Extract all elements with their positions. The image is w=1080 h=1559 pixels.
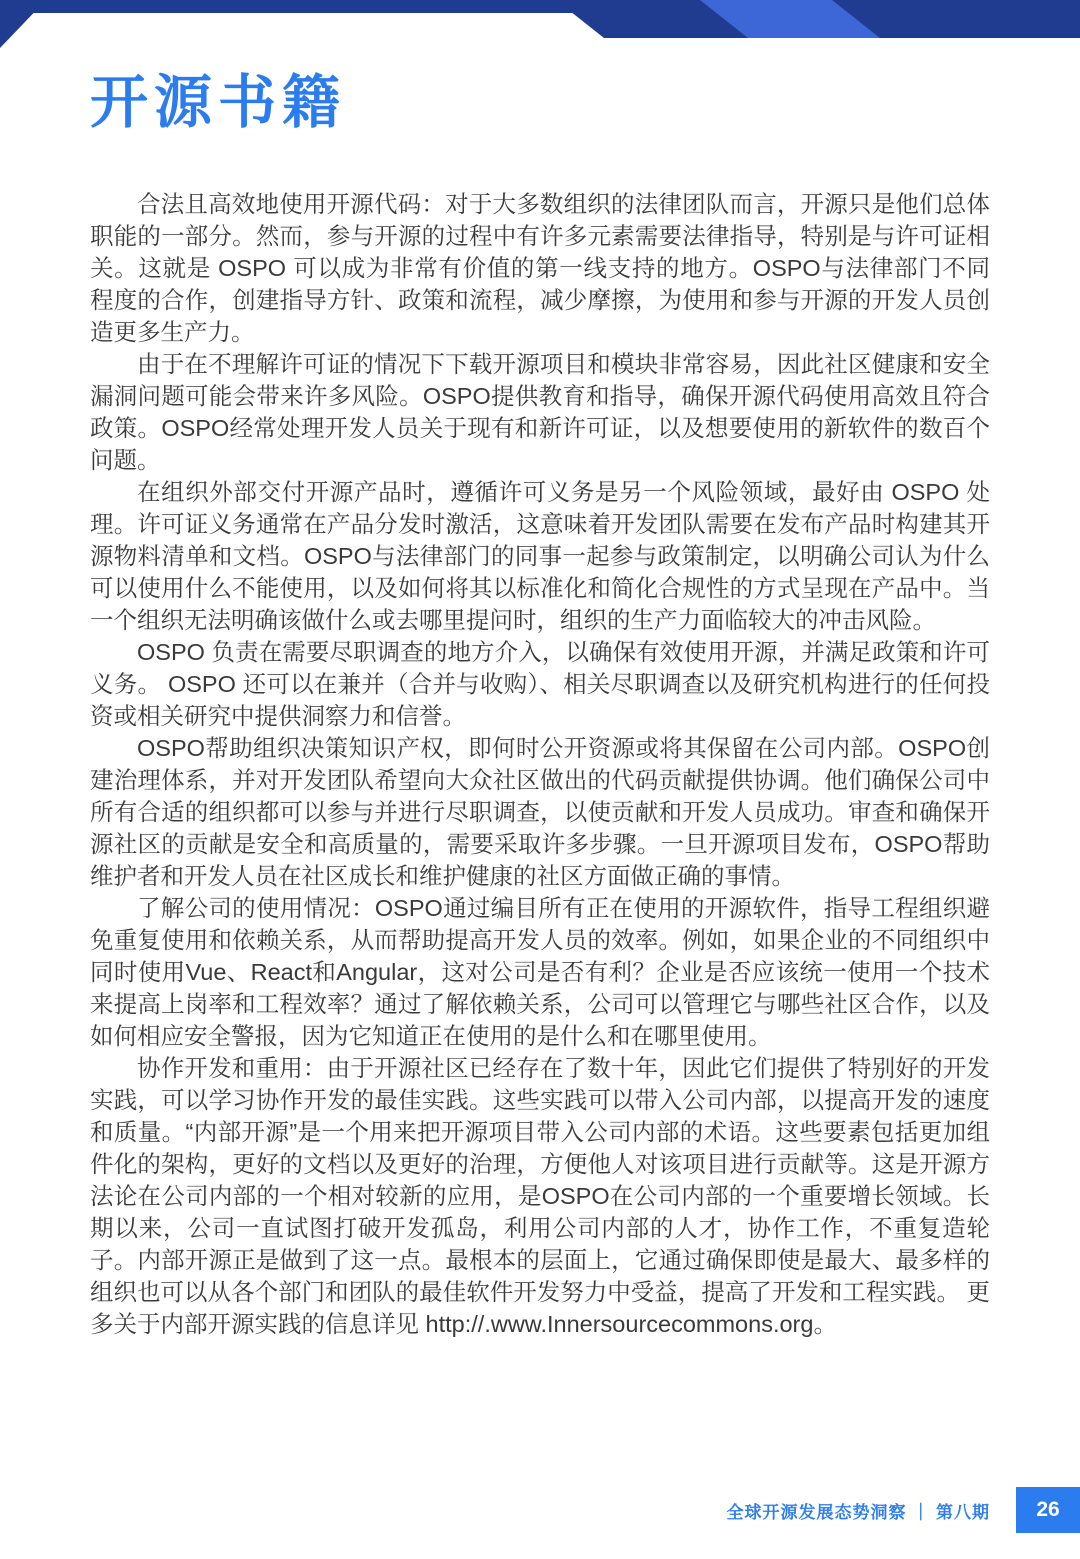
body-paragraph: 协作开发和重用：由于开源社区已经存在了数十年，因此它们提供了特别好的开发实践，可以学习协作开发的最佳实践。这些实践可以带入公司内部，以提高开发的速度和质量。“内部开源”是一个用来把开源项目带入公司内部的术语。这些要素包括更加组件化的架构，更好的文档以及更好的治理，方便他人对该项目进行贡献等。这是开源方法论在公司内部的一个相对较新的应用，是OSPO在公司内部的一个重要增长领域。长期以来，公司一直试图打破开发孤岛，利用公司内部的人才，协作工作，不重复造轮子。内部开源正是做到了这一点。最根本的层面上，它通过确保即使是最大、最多样的组织也可以从各个部门和团队的最佳软件开发努力中受益，提高了开发和工程实践。 更多关于内部开源实践的信息详见 http://.www.Innersourcecommons.org。 — [90, 1055, 990, 1337]
article-body — [90, 188, 990, 1340]
body-paragraph: OSPO帮助组织决策知识产权，即何时公开资源或将其保留在公司内部。OSPO创建治理体系，并对开发团队希望向大众社区做出的代码贡献提供协调。他们确保公司中所有合适的组织都可以参与并进行尽职调查，以使贡献和开发人员成功。审查和确保开源社区的贡献是安全和高质量的，需要采取许多步骤。一旦开源项目发布，OSPO帮助维护者和开发人员在社区成长和维护健康的社区方面做正确的事情。 — [90, 735, 990, 889]
footer-report-title: 全球开源发展态势洞察 ｜ 第八期 — [726, 1502, 990, 1522]
body-paragraph: 合法且高效地使用开源代码：对于大多数组织的法律团队而言，开源只是他们总体职能的一部分。然而，参与开源的过程中有许多元素需要法律指导，特别是与许可证相关。这就是 OSPO 可以成为非常有价值的第一线支持的地方。OSPO与法律部门不同程度的合作，创建指导方针、政策和流程，减少摩擦，为使用和参与开源的开发人员创造更多生产力。 — [90, 191, 990, 345]
header-decoration-graphic — [0, 0, 1080, 52]
body-paragraph: OSPO 负责在需要尽职调查的地方介入，以确保有效使用开源，并满足政策和许可义务。 OSPO 还可以在兼并（合并与收购）、相关尽职调查以及研究机构进行的任何投资或相关研究中提供洞察力和信誉。 — [90, 639, 990, 729]
page-number-badge: 26 — [1016, 1487, 1080, 1533]
page-title: 开源书籍 — [90, 70, 347, 135]
body-paragraph: 了解公司的使用情况：OSPO通过编目所有正在使用的开源软件，指导工程组织避免重复使用和依赖关系，从而帮助提高开发人员的效率。例如，如果企业的不同组织中同时使用Vue、React和Angular，这对公司是否有利？企业是否应该统一使用一个技术来提高上岗率和工程效率？通过了解依赖关系，公司可以管理它与哪些社区合作，以及如何相应安全警报，因为它知道正在使用的是什么和在哪里使用。 — [90, 895, 990, 1049]
page-footer — [727, 1487, 1080, 1533]
body-paragraph: 由于在不理解许可证的情况下下载开源项目和模块非常容易，因此社区健康和安全漏洞问题可能会带来许多风险。OSPO提供教育和指导，确保开源代码使用高效且符合政策。OSPO经常处理开发人员关于现有和新许可证，以及想要使用的新软件的数百个问题。 — [90, 351, 990, 473]
body-paragraph: 在组织外部交付开源产品时，遵循许可义务是另一个风险领域，最好由 OSPO 处理。许可证义务通常在产品分发时激活，这意味着开发团队需要在发布产品时构建其开源物料清单和文档。OSPO与法律部门的同事一起参与政策制定，以明确公司认为什么可以使用什么不能使用，以及如何将其以标准化和简化合规性的方式呈现在产品中。当一个组织无法明确该做什么或去哪里提问时，组织的生产力面临较大的冲击风险。 — [90, 479, 990, 633]
header-decoration — [0, 0, 1080, 52]
